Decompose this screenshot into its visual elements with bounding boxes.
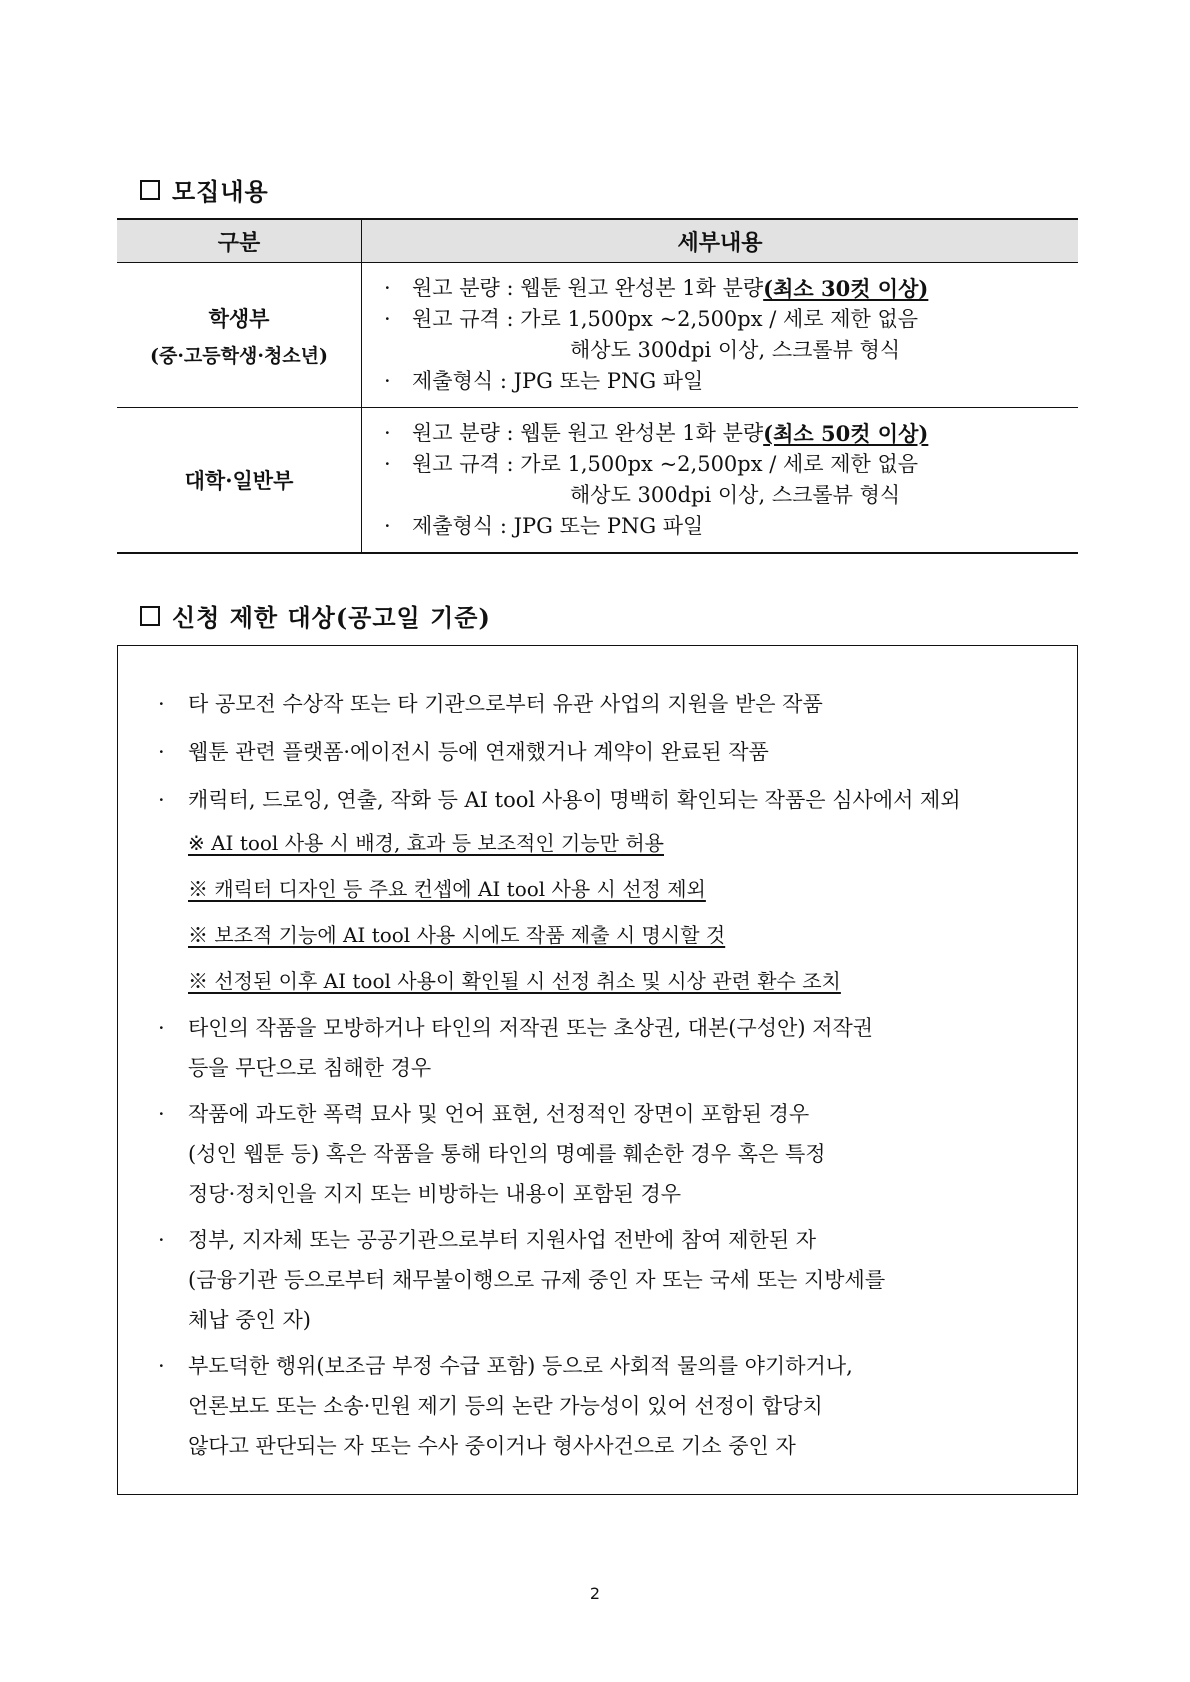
detail-volume: 원고 분량 : 웹툰 원고 완성본 1화 분량	[412, 420, 764, 445]
detail-volume-emphasis: (최소 30컷 이상)	[763, 276, 929, 301]
detail-volume-emphasis: (최소 50컷 이상)	[763, 420, 929, 446]
ai-note: ※ AI tool 사용 시 배경, 효과 등 보조적인 기능만 허용	[188, 831, 664, 855]
ai-note: ※ 선정된 이후 AI tool 사용이 확인될 시 선정 취소 및 시상 관련 환수 조치	[188, 969, 841, 993]
section-title: 신청 제한 대상(공고일 기준)	[172, 603, 491, 632]
list-item: · 작품에 과도한 폭력 묘사 및 언어 표현, 선정적인 장면이 포함된 경우 (성인 웹툰 등) 혹은 작품을 통해 타인의 명예를 훼손한 경우 혹은 특정 정당·정치인을 지지 또는 비방하는 내용이 포함된 경우	[158, 1102, 826, 1206]
list-item: · 정부, 지자체 또는 공공기관으로부터 지원사업 전반에 참여 제한된 자 (금융기관 등으로부터 채무불이행으로 규제 중인 자 또는 국세 또는 지방세를 체납 중인 자)	[158, 1228, 886, 1332]
recruit-table	[117, 218, 1078, 554]
section-title: 모집내용	[172, 177, 269, 206]
category-cell	[117, 263, 362, 408]
category-label: 대학·일반부	[184, 467, 294, 493]
category-sublabel: (중·고등학생·청소년)	[149, 344, 329, 367]
list-item: · 부도덕한 행위(보조금 부정 수급 포함) 등으로 사회적 물의를 야기하거나, 언론보도 또는 소송·민원 제기 등의 논란 가능성이 있어 선정이 합당치 않다고 판단되는 자 또는 수사 중이거나 형사사건으로 기소 중인 자	[158, 1354, 853, 1458]
category-cell	[117, 408, 362, 553]
ai-note: ※ 캐릭터 디자인 등 주요 컨셉에 AI tool 사용 시 선정 제외	[188, 877, 706, 901]
detail-spec: 원고 규격 : 가로 1,500px ~2,500px / 세로 제한 없음	[412, 451, 919, 476]
header-category: 구분	[117, 219, 362, 263]
table-row	[117, 408, 1078, 553]
section-heading-recruit	[140, 172, 269, 207]
detail-format: 제출형식 : JPG 또는 PNG 파일	[412, 369, 704, 393]
category-label: 학생부	[208, 305, 270, 331]
detail-cell: · 원고 분량 : 웹툰 원고 완성본 1화 분량 (최소 30컷 이상) · 원고 규격 : 가로 1,500px ~2,500px / 세로 제한 없음 해상도 300dpi 이상, 스크롤뷰 형식 · 제출형식 : JPG 또는 PNG 파일	[362, 263, 1079, 408]
detail-volume: 원고 분량 : 웹툰 원고 완성본 1화 분량	[412, 276, 764, 300]
detail-cell: · 원고 분량 : 웹툰 원고 완성본 1화 분량 (최소 50컷 이상) · 원고 규격 : 가로 1,500px ~2,500px / 세로 제한 없음 해상도 300dpi 이상, 스크롤뷰 형식 · 제출형식 : JPG 또는 PNG 파일	[362, 408, 1079, 553]
checkbox-square-icon	[140, 180, 160, 200]
checkbox-square-icon	[140, 606, 160, 626]
page-number: 2	[589, 1584, 601, 1603]
detail-resolution: 해상도 300dpi 이상, 스크롤뷰 형식	[570, 338, 901, 362]
restriction-list	[158, 684, 961, 1472]
table-header-row	[117, 219, 1078, 263]
section-heading-restriction	[140, 598, 491, 633]
ai-note: ※ 보조적 기능에 AI tool 사용 시에도 작품 제출 시 명시할 것	[188, 923, 726, 947]
list-item: · 캐릭터, 드로잉, 연출, 작화 등 AI tool 사용이 명백히 확인되는 작품은 심사에서 제외	[158, 788, 961, 812]
restriction-box	[117, 645, 1078, 1495]
table-row	[117, 263, 1078, 408]
list-item: · 타 공모전 수상작 또는 타 기관으로부터 유관 사업의 지원을 받은 작품	[158, 692, 823, 716]
header-detail: 세부내용	[362, 219, 1079, 263]
detail-format: 제출형식 : JPG 또는 PNG 파일	[412, 513, 704, 538]
list-item: · 타인의 작품을 모방하거나 타인의 저작권 또는 초상권, 대본(구성안) 저작권 등을 무단으로 침해한 경우	[158, 1016, 874, 1080]
detail-resolution: 해상도 300dpi 이상, 스크롤뷰 형식	[570, 482, 901, 507]
list-item: · 웹툰 관련 플랫폼·에이전시 등에 연재했거나 계약이 완료된 작품	[158, 740, 769, 764]
detail-spec: 원고 규격 : 가로 1,500px ~2,500px / 세로 제한 없음	[412, 307, 919, 331]
